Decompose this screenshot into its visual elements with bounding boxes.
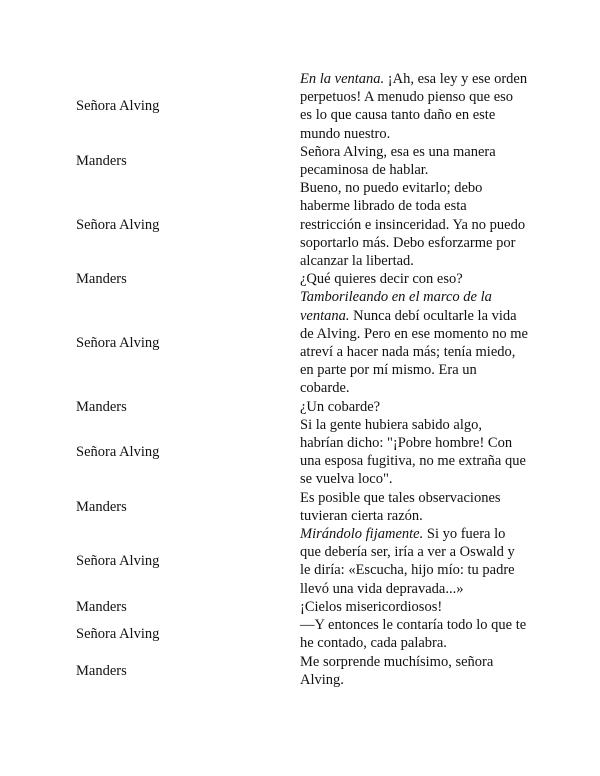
speaker-name: Manders	[76, 271, 127, 288]
dialogue-row	[76, 70, 546, 143]
speech-text: Si yo fuera lo que debería ser, iría a ver a Oswald y le diría: «Escucha, hijo mío: tu padre llevó una vida depravada...»	[300, 526, 515, 597]
speaker-name: Manders	[76, 398, 127, 415]
dialogue-line	[300, 653, 528, 689]
speaker-name: Manders	[76, 153, 127, 170]
speech-text: ¡Ah, esa ley y ese orden perpetuos! A menudo pienso que eso es lo que causa tanto daño en este mundo nuestro.	[300, 71, 528, 142]
dialogue-row	[76, 653, 546, 689]
dialogue-line	[300, 616, 528, 652]
speaker-name: Manders	[76, 598, 127, 615]
dialogue-line	[300, 179, 528, 270]
dialogue-row	[76, 416, 546, 489]
speech-text: —Y entonces le contaría todo lo que te he contado, cada palabra.	[300, 617, 527, 652]
speech-text: Es posible que tales observaciones tuvieran cierta razón.	[300, 489, 501, 524]
dialogue-row	[76, 616, 546, 652]
speaker-name: Señora Alving	[76, 335, 160, 352]
dialogue-row	[76, 143, 546, 179]
speech-text: ¿Qué quieres decir con eso?	[300, 271, 463, 288]
dialogue-row	[76, 270, 546, 288]
speech-text: Bueno, no puedo evitarlo; debo haberme librado de toda esta restricción e insinceridad. Ya no puedo soportarlo más. Debo esforzarme por alcanzar la libertad.	[300, 180, 526, 270]
dialogue-line	[300, 598, 528, 616]
dialogue-line	[300, 416, 528, 489]
speech-text: ¡Cielos misericordiosos!	[300, 598, 443, 615]
stage-direction: Tamborileando en el marco de la ventana.	[300, 289, 492, 324]
speaker-name: Manders	[76, 662, 127, 679]
speaker-name: Señora Alving	[76, 444, 160, 461]
dialogue-row	[76, 489, 546, 525]
dialogue-line	[300, 288, 528, 397]
dialogue-row	[76, 525, 546, 598]
dialogue-table	[76, 70, 546, 689]
speech-text: ¿Un cobarde?	[300, 398, 381, 415]
dialogue-line	[300, 489, 528, 525]
speech-text: Me sorprende muchísimo, señora Alving.	[300, 653, 494, 688]
speaker-name: Señora Alving	[76, 216, 160, 233]
dialogue-row	[76, 179, 546, 270]
dialogue-line	[300, 398, 528, 416]
dialogue-line	[300, 70, 528, 143]
dialogue-line	[300, 143, 528, 179]
stage-direction: En la ventana.	[300, 71, 385, 87]
speaker-name: Señora Alving	[76, 98, 160, 115]
speaker-name: Señora Alving	[76, 553, 160, 570]
speaker-name: Señora Alving	[76, 626, 160, 643]
dialogue-row	[76, 598, 546, 616]
stage-direction: Mirándolo fijamente.	[300, 526, 424, 543]
speech-text: Nunca debí ocultarle la vida de Alving. Pero en ese momento no me atreví a hacer nada más; tenía miedo, en parte por mí mismo. Era un cobarde.	[300, 307, 528, 397]
speaker-name: Manders	[76, 498, 127, 515]
dialogue-row	[76, 288, 546, 397]
dialogue-line	[300, 270, 528, 288]
dialogue-line	[300, 525, 528, 598]
dialogue-row	[76, 398, 546, 416]
speech-text: Señora Alving, esa es una manera pecaminosa de hablar.	[300, 143, 496, 179]
speech-text: Si la gente hubiera sabido algo, habrían dicho: "¡Pobre hombre! Con una esposa fugitiva, no me extraña que se vuelva loco".	[300, 416, 526, 488]
